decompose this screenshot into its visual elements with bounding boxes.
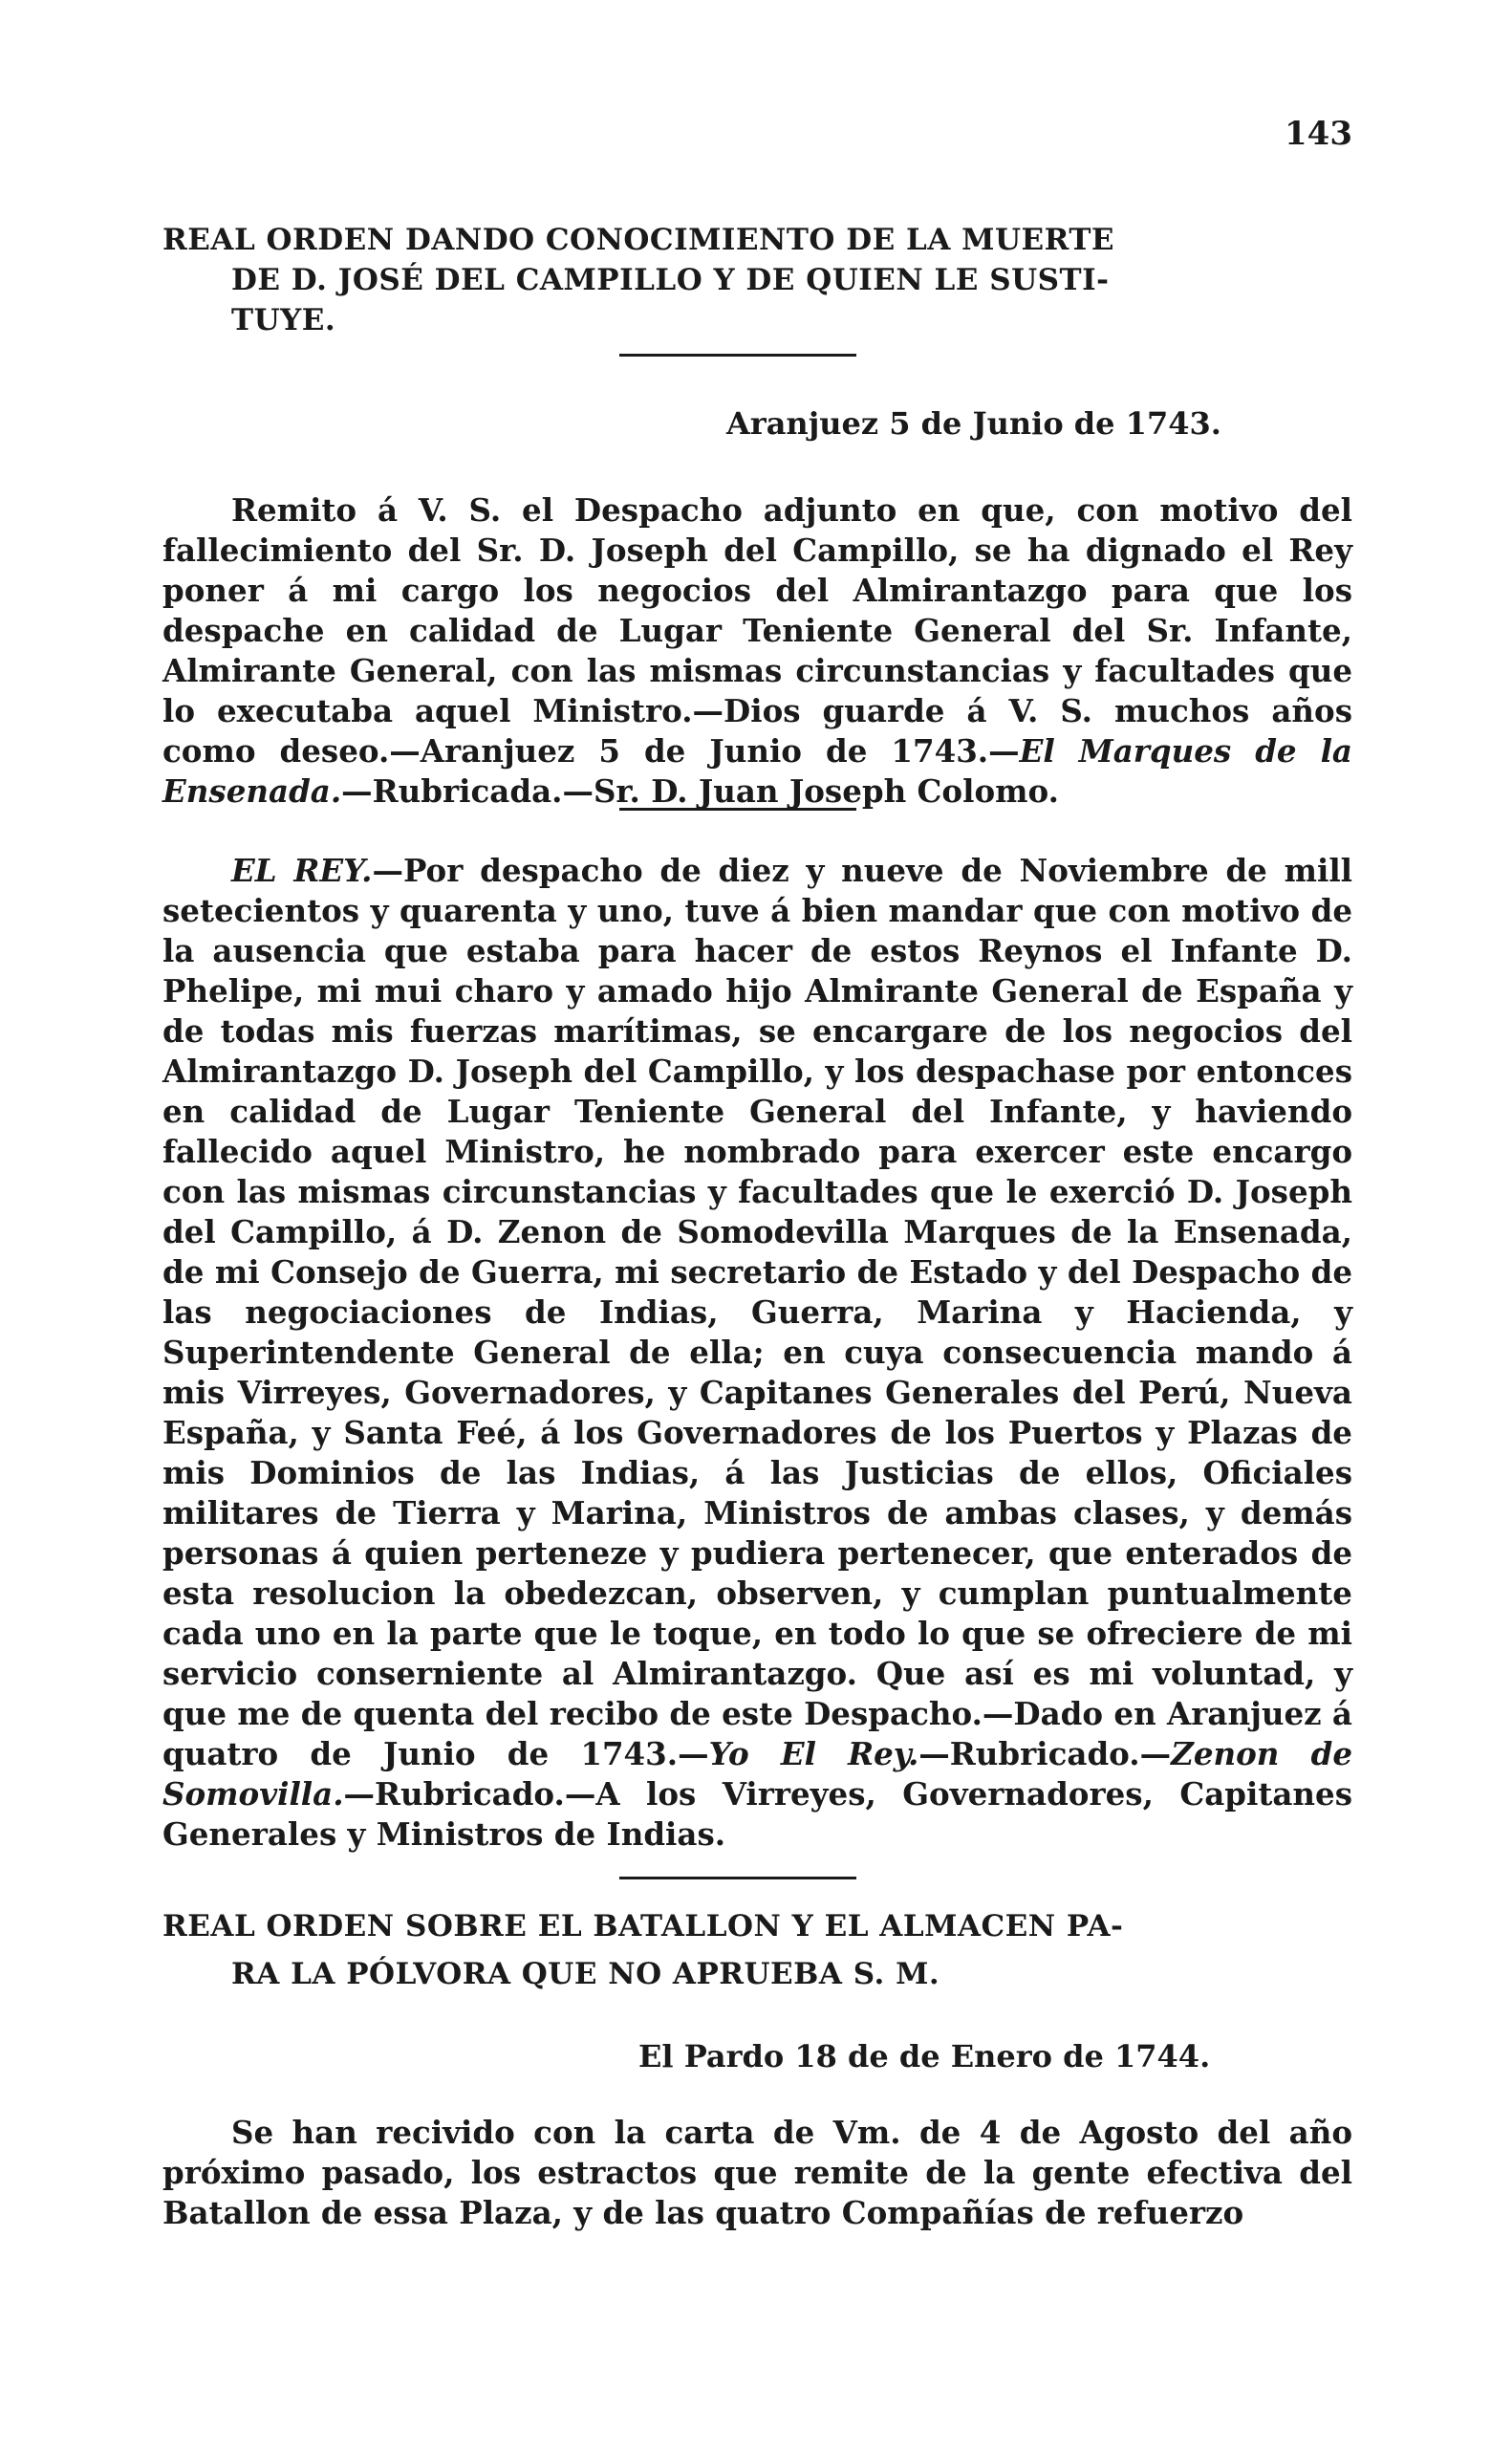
- section1-divider-2: [619, 808, 856, 811]
- decree-lead: EL REY.: [231, 852, 373, 889]
- section2-heading-line1: REAL ORDEN SOBRE EL BATALLON Y EL ALMACEN PA-: [162, 1909, 1124, 1944]
- section2-dateline: El Pardo 18 de de Enero de 1744.: [638, 2038, 1211, 2074]
- section1-dateline: Aranjuez 5 de Junio de 1743.: [726, 405, 1221, 442]
- decree-rubricado: —Rubricado.—: [918, 1735, 1172, 1772]
- page-number: 143: [1285, 115, 1352, 153]
- section1-letter-closing: —Rubricada.—Sr. D. Juan Joseph Colomo.: [341, 772, 1059, 810]
- decree-body: —Por despacho de diez y nueve de Noviembre de mill setecientos y quarenta y uno, tuve á bien mandar que con motivo de la ausencia que estaba para hacer de estos Reynos el Infante D. Phelipe, mi mui charo y amado hijo Almirante General de España y de todas mis fuerzas marítimas, se encargare de los negocios del Almirantazgo D. Joseph del Campillo, y los despachase por entonces en calidad de Lugar Teniente General del Infante, y haviendo fallecido aquel Ministro, he nombrado para exercer este encargo con las mismas circunstancias y facultades que le exerció D. Joseph del Campillo, á D. Zenon de Somodevilla Marques de la Ensenada, de mi Consejo de Guerra, mi secretario de Estado y del Despacho de las negociaciones de Indias, Guerra, Marina y Hacienda, y Superintendente General de ella; en cuya consecuencia mando á mis Virreyes, Governadores, y Capitanes Generales del Perú, Nueva España, y Santa Feé, á los Governadores de los Puertos y Plazas de mis Dominios de las Indias, á las Justicias de ellos, Oficiales militares de Tierra y Marina, Ministros de ambas clases, y demás personas á quien perteneze y pudiera pertenecer, que enterados de esta resolucion la obedezcan, observen, y cumplan puntualmente cada uno en la parte que le toque, en todo lo que se ofreciere de mi servicio conserniente al Almirantazgo. Que así es mi voluntad, y que me de quenta del recibo de este Despacho.—Dado en Aranjuez á quatro de Junio de 1743.—: [162, 852, 1353, 1772]
- section1-letter-signature: El Marques de la Ensenada.: [162, 732, 1352, 810]
- section2-letter-body: Se han recivido con la carta de Vm. de 4 de Agosto del año próximo pasado, los estractos que remite de la gente efectiva del Batallon de essa Plaza, y de las quatro Compañías de refuerzo: [162, 2114, 1352, 2231]
- section2-heading-line2: RA LA PÓLVORA QUE NO APRUEBA S. M.: [231, 1957, 940, 1991]
- section1-decree-paragraph: [162, 851, 1352, 1855]
- section2-letter-paragraph: [162, 2113, 1352, 2233]
- section1-heading-line1: REAL ORDEN DANDO CONOCIMIENTO DE LA MUERTE: [162, 223, 1115, 257]
- section-separator: [619, 1877, 856, 1879]
- decree-closing: —Rubricado.—A los Virreyes, Governadores, Capitanes Generales y Ministros de Indias.: [162, 1775, 1352, 1853]
- section1-letter-body: Remito á V. S. el Despacho adjunto en que, con motivo del fallecimiento del Sr. D. Joseph del Campillo, se ha dignado el Rey poner á mi cargo los negocios del Almirantazgo para que los despache en calidad de Lugar Teniente General del Sr. Infante, Almirante General, con las mismas circunstancias y facultades que lo executaba aquel Ministro.—Dios guarde á V. S. muchos años como deseo.—Aranjuez 5 de Junio de 1743.—: [162, 491, 1352, 770]
- section1-divider: [619, 354, 856, 357]
- section1-heading-line3: TUYE.: [231, 303, 336, 337]
- section2-heading: [162, 1902, 1352, 1998]
- decree-signature-king: Yo El Rey.: [708, 1735, 919, 1772]
- section1-heading: [162, 220, 1352, 340]
- decree-signature-minister: Zenon de Somovilla.: [162, 1735, 1352, 1813]
- section1-letter-paragraph: [162, 490, 1352, 812]
- section1-heading-line2: DE D. JOSÉ DEL CAMPILLO Y DE QUIEN LE SUSTI-: [231, 263, 1110, 297]
